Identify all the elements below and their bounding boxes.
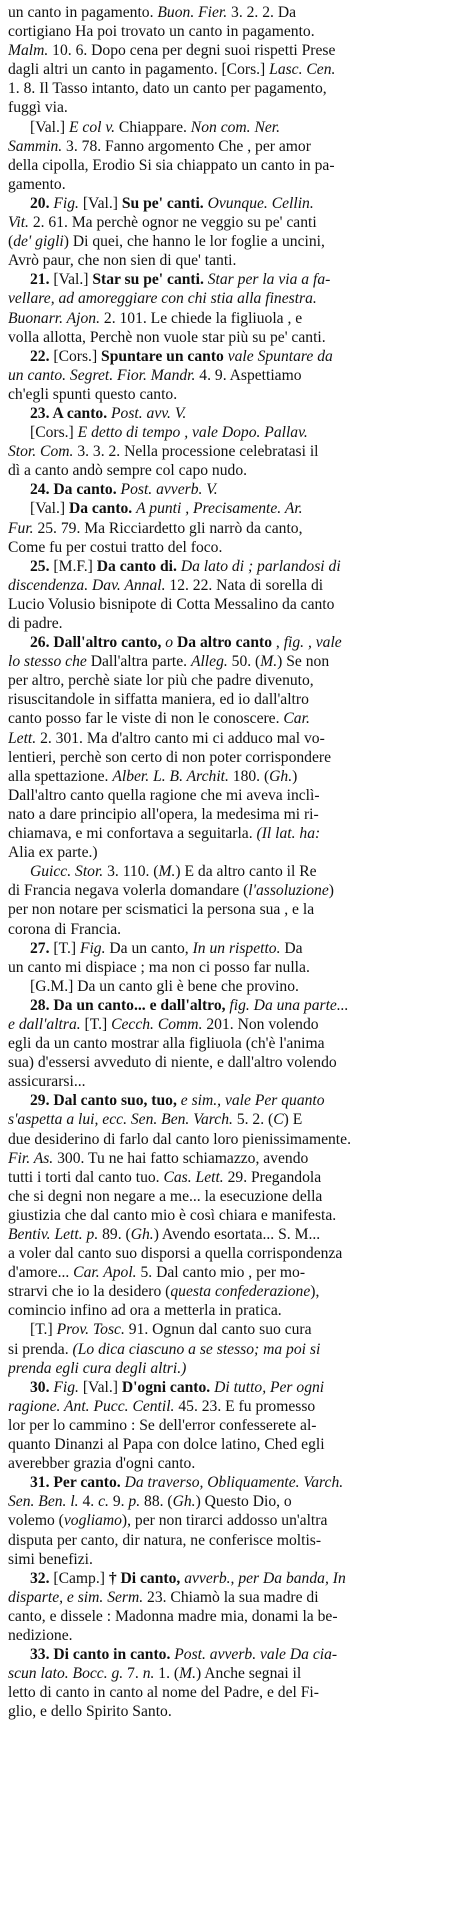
text-segment: canto, e dissele : Madonna madre mia, donami la be- (8, 1607, 338, 1625)
text-line (8, 843, 461, 862)
text-line (8, 22, 461, 41)
text-segment: 12. 22. Nata di sorella di (165, 576, 324, 594)
italic-text: (Lo dica ciascuno a se stesso; ma poi si (72, 1340, 321, 1358)
text-segment: 9. (108, 1493, 129, 1511)
italic-text: Cecch. Comm. (111, 1015, 203, 1033)
bold-text: 27. (30, 939, 54, 957)
bold-text: 33. Di canto in canto. (30, 1646, 171, 1664)
text-segment: Avrò paur, che non sien di que' tanti. (8, 252, 237, 270)
bold-text: 28. Da un canto... e dall'altro, (30, 996, 226, 1014)
italic-text: o (165, 634, 174, 652)
text-segment: disputa per canto, dir natura, ne conferisce moltis- (8, 1531, 322, 1549)
italic-text: A punti , Precisamente. Ar. (136, 500, 303, 518)
text-line (8, 595, 461, 614)
text-line (8, 156, 461, 175)
text-segment: ) Anche segnai il (195, 1665, 302, 1683)
italic-text: Sen. Ben. l. (8, 1493, 79, 1511)
text-segment: volla allotta, Perchè non vuole star più su pe' canti. (8, 328, 326, 346)
text-segment: 89. ( (98, 1226, 131, 1243)
italic-text: E detto di tempo , vale Dopo. Pallav. (77, 424, 308, 442)
italic-text: Prov. Tosc. (56, 1321, 125, 1339)
text-line (8, 60, 461, 79)
text-line (8, 671, 461, 690)
text-segment: canto posso far le viste di non le conoscere. (8, 710, 284, 728)
text-segment: [T.] (30, 1321, 57, 1339)
text-segment: ), (310, 1283, 320, 1301)
text-segment: si prenda. (8, 1340, 73, 1358)
text-line (8, 1397, 461, 1416)
bold-text: Da altro canto (177, 634, 272, 652)
text-segment: ) Se non (277, 653, 330, 671)
italic-text: Fur. (8, 519, 34, 537)
bold-text: Da canto. (68, 500, 133, 518)
italic-text: Lett. (8, 729, 37, 747)
text-segment: [Cors.] (53, 347, 102, 365)
text-segment: tutti i torti dal canto tuo. (8, 1168, 164, 1186)
text-line (8, 709, 461, 728)
text-segment: due desiderino di farlo dal canto loro pienissimamente. (8, 1130, 351, 1148)
text-segment: sua) d'essersi avveduto di niente, e dall'altro volendo (8, 1054, 337, 1072)
text-line (8, 328, 461, 347)
text-line (8, 1416, 461, 1435)
text-segment: Come fu per costui tratto del foco. (8, 538, 223, 556)
italic-text: questa confederazione (170, 1283, 311, 1301)
text-line (8, 442, 461, 461)
italic-text: l'assoluzione (248, 882, 329, 900)
italic-text: Gh. (172, 1493, 196, 1511)
text-segment: 7. (123, 1665, 143, 1683)
italic-text: Malm. (8, 42, 49, 60)
text-segment: glio, e dello Spirito Santo. (8, 1703, 172, 1721)
text-line (8, 1378, 461, 1397)
text-segment: 10. 6. Dopo cena per degni suoi rispetti Prese (48, 42, 336, 60)
italic-text: In un rispetto. (192, 939, 281, 957)
italic-text: vogliamo (63, 1512, 122, 1530)
text-line (8, 614, 461, 633)
text-segment: lor per lo cammino : Se dell'error confesserete al- (8, 1416, 317, 1434)
text-segment: nato a dare principio all'opera, la medesima mi ri- (8, 805, 319, 823)
text-segment: 91. Ognun dal canto suo cura (124, 1321, 312, 1339)
text-line (8, 824, 461, 843)
italic-text: M. (158, 863, 176, 881)
italic-text: Vit. (8, 214, 29, 232)
text-line (8, 1110, 461, 1129)
italic-text: discendenza. Dav. Annal. (8, 576, 166, 594)
text-segment: simi benefizi. (8, 1550, 93, 1568)
bold-text: 26. Dall'altro canto, (30, 634, 162, 652)
text-segment: Lucio Volusio bisnipote di Cotta Messalino da canto (8, 595, 335, 613)
text-segment: Dall'altro canto quella ragione che mi aveva inclì- (8, 786, 320, 804)
text-segment: nedizione. (8, 1626, 73, 1644)
italic-text: vale Spuntare da (227, 347, 333, 365)
text-segment: 180. ( (228, 767, 270, 785)
text-segment: 2. 101. Le chiede la figliuola , e (100, 309, 303, 327)
italic-text: Buonarr. Ajon. (8, 309, 100, 327)
text-line (8, 786, 461, 805)
italic-text: Da traverso, Obliquamente. Varch. (124, 1474, 344, 1492)
italic-text: e sim., vale Per quanto (180, 1092, 325, 1110)
text-line (8, 1244, 461, 1263)
text-line (8, 3, 461, 22)
text-segment: [Val.] (53, 271, 93, 289)
italic-text: C (273, 1111, 284, 1129)
bold-text: 31. Per canto. (30, 1474, 121, 1492)
text-line (8, 1053, 461, 1072)
text-line (8, 1550, 461, 1569)
italic-text: prenda egli cura degli altri.) (8, 1359, 187, 1377)
text-segment: chiamava, e mi confortava a seguitarla. (8, 825, 257, 843)
text-line (8, 1473, 461, 1492)
text-line (8, 1435, 461, 1454)
text-segment: un canto in pagamento. (8, 4, 158, 21)
text-line (8, 41, 461, 60)
text-segment: risuscitandole in siffatta maniera, ed io dall'altro (8, 691, 309, 709)
text-line (8, 1225, 461, 1244)
bold-text: Spuntare un canto (101, 347, 224, 365)
text-segment: , (272, 634, 284, 652)
text-segment: ( (8, 233, 14, 251)
italic-text: Fir. As. (8, 1149, 54, 1167)
text-line (8, 767, 461, 786)
text-segment: [T.] (80, 1015, 112, 1033)
text-segment: comincio infino ad ora a metterla in pratica. (8, 1302, 282, 1320)
text-segment: 201. Non volendo (202, 1015, 319, 1033)
italic-text: Car. Apol. (73, 1264, 137, 1282)
bold-text: 23. A canto. (30, 404, 108, 422)
text-segment: Alia ex parte.) (8, 844, 98, 862)
text-segment: dagli altri un canto in pagamento. [Cors.] (8, 61, 270, 79)
text-segment: 25. 79. Ma Ricciardetto gli narrò da canto, (33, 519, 303, 537)
text-segment: ) Questo Dio, o (195, 1493, 292, 1511)
text-line (8, 1702, 461, 1721)
text-segment: [Cors.] (30, 424, 78, 442)
italic-text: e dall'altra. (8, 1015, 81, 1033)
text-line (8, 805, 461, 824)
text-line (8, 480, 461, 499)
text-segment: 3. 3. 2. Nella processione celebratasi il (73, 443, 319, 461)
text-segment: [Val.] (78, 1378, 122, 1396)
text-line (8, 499, 461, 518)
text-segment: [Val.] (30, 118, 69, 136)
text-segment: 29. Pregandola (223, 1168, 322, 1186)
text-segment: Chiappare. (115, 118, 191, 136)
bold-text: 21. (30, 271, 54, 289)
text-segment: d'amore... (8, 1264, 74, 1282)
text-segment: volemo ( (8, 1512, 64, 1530)
text-segment: [M.F.] (53, 557, 97, 575)
italic-text: scun lato. Bocc. g. (8, 1665, 124, 1683)
text-line (8, 1645, 461, 1664)
text-line (8, 289, 461, 308)
bold-text: D'ogni canto. (121, 1378, 211, 1396)
text-segment: 300. Tu ne hai fatto schiamazzo, avendo (53, 1149, 309, 1167)
text-segment: 4. 9. Aspettiamo (195, 366, 302, 384)
text-line (8, 1492, 461, 1511)
text-line (8, 118, 461, 137)
text-segment: 3. 2. 2. Da (227, 4, 297, 21)
text-segment: cortigiano Ha poi trovato un canto in pagamento. (8, 23, 315, 41)
italic-text: Ovunque. Cellin. (207, 194, 314, 212)
text-line (8, 519, 461, 538)
bold-text: 29. Dal canto suo, tuo, (30, 1092, 177, 1110)
text-segment: ) Avendo esortata... S. M... (153, 1226, 321, 1243)
italic-text: p. (128, 1493, 141, 1511)
italic-text: Da lato di ; parlandosi di (180, 557, 341, 575)
text-line (8, 461, 461, 480)
text-segment: per non notare per scismatici la persona sua , e la (8, 901, 315, 919)
text-line (8, 1454, 461, 1473)
text-line (8, 652, 461, 671)
italic-text: fig. , vale (283, 634, 342, 652)
italic-text: Buon. Fier. (157, 4, 228, 21)
text-line (8, 557, 461, 576)
text-segment: [Val.] (30, 500, 69, 518)
italic-text: fig. Da una parte... (229, 996, 349, 1014)
italic-text: Non com. Ner. (190, 118, 281, 136)
text-segment: a voler dal canto suo disporsi a quella corrispondenza (8, 1245, 343, 1263)
italic-text: Fig. (79, 939, 106, 957)
text-line (8, 1569, 461, 1588)
text-segment: [Val.] (78, 194, 122, 212)
text-line (8, 1359, 461, 1378)
text-segment: letto di canto in canto al nome del Padre, e del Fi- (8, 1684, 319, 1702)
text-line (8, 862, 461, 881)
text-line (8, 1149, 461, 1168)
text-segment: gamento. (8, 175, 66, 193)
text-line (8, 175, 461, 194)
italic-text: avverb., per Da banda, In (184, 1569, 346, 1587)
bold-text: 30. (30, 1378, 54, 1396)
text-segment: ) (292, 767, 298, 785)
text-segment: 5. Dal canto mio , per mo- (136, 1264, 306, 1282)
italic-text: Stor. Com. (8, 443, 74, 461)
text-segment: un canto mi dispiace ; ma non ci posso far nulla. (8, 958, 310, 976)
text-line (8, 137, 461, 156)
text-segment: 1. 8. Il Tasso intanto, dato un canto per pagamento, (8, 80, 327, 98)
text-line (8, 385, 461, 404)
text-segment: 2. 301. Ma d'altro canto mi ci adduco mal vo- (36, 729, 325, 747)
text-line (8, 423, 461, 442)
bold-text: 25. (30, 557, 54, 575)
text-segment: 45. 23. E fu promesso (174, 1397, 316, 1415)
text-line (8, 1206, 461, 1225)
italic-text: de' gigli (13, 233, 64, 251)
italic-text: Gh. (269, 767, 293, 785)
text-segment: di padre. (8, 615, 63, 632)
text-segment: 5. 2. ( (232, 1111, 274, 1129)
text-line (8, 309, 461, 328)
italic-text: E col v. (68, 118, 116, 136)
text-line (8, 1340, 461, 1359)
italic-text: M. (260, 653, 278, 671)
bold-text: Star su pe' canti. (92, 271, 204, 289)
italic-text: Gh. (130, 1226, 154, 1243)
text-segment: ) E da altro canto il Re (175, 863, 317, 881)
text-line (8, 1607, 461, 1626)
text-segment: averebber grazia d'ogni canto. (8, 1455, 196, 1473)
text-segment: ) Di quei, che hanno le lor foglie a uncini, (63, 233, 325, 251)
italic-text: Alber. L. B. Archit. (112, 767, 229, 785)
text-line (8, 748, 461, 767)
text-line (8, 194, 461, 213)
italic-text: Lasc. Cen. (269, 61, 336, 79)
text-segment: Da un canto, (105, 939, 193, 957)
italic-text: (Il lat. ha: (256, 825, 321, 843)
text-line (8, 920, 461, 939)
text-line (8, 1511, 461, 1530)
text-line (8, 213, 461, 232)
text-line (8, 1531, 461, 1550)
text-line (8, 1320, 461, 1339)
text-segment: di Francia negava volerla domandare ( (8, 882, 249, 900)
italic-text: ragione. Ant. Pucc. Centil. (8, 1397, 175, 1415)
italic-text: Fig. (53, 194, 79, 212)
italic-text: s'aspetta a lui, ecc. Sen. Ben. Varch. (8, 1111, 233, 1129)
text-segment: 1. ( (154, 1665, 180, 1683)
text-line (8, 347, 461, 366)
text-line (8, 881, 461, 900)
text-segment: 2. 61. Ma perchè ognor ne veggio su pe' canti (28, 214, 317, 232)
text-line (8, 1626, 461, 1645)
text-line (8, 1130, 461, 1149)
italic-text: un canto. Segret. Fior. Mandr. (8, 366, 196, 384)
italic-text: vellare, ad amoreggiare con chi stia alla finestra. (8, 290, 317, 308)
italic-text: Star per la via a fa- (207, 271, 331, 289)
text-line (8, 366, 461, 385)
bold-text: 32. (30, 1569, 54, 1587)
text-line (8, 1664, 461, 1683)
text-line (8, 79, 461, 98)
bold-text: Su pe' canti. (121, 194, 204, 212)
italic-text: n. (142, 1665, 155, 1683)
text-line (8, 1301, 461, 1320)
bold-text: 22. (30, 347, 54, 365)
text-segment: 3. 78. Fanno argomento Che , per amor (62, 137, 311, 155)
text-line (8, 1263, 461, 1282)
text-line (8, 251, 461, 270)
italic-text: Di tutto, Per ogni (214, 1378, 325, 1396)
text-segment: che si degni non negare a me... la esecuzione della (8, 1187, 323, 1205)
text-line (8, 232, 461, 251)
text-segment: strarvi che io la desidero ( (8, 1283, 171, 1301)
text-line (8, 404, 461, 423)
text-line (8, 729, 461, 748)
italic-text: Car. (283, 710, 310, 728)
text-line (8, 98, 461, 117)
text-line (8, 1034, 461, 1053)
text-line (8, 958, 461, 977)
text-segment: ch'egli spunti questo canto. (8, 385, 178, 403)
text-segment: 50. ( (227, 653, 261, 671)
italic-text: Sammin. (8, 137, 63, 155)
text-line (8, 1015, 461, 1034)
bold-text: 20. (30, 194, 54, 212)
text-segment: della cipolla, Erodio Si sia chiappato un canto in pa- (8, 156, 335, 174)
text-segment: [G.M.] Da un canto gli è bene che provino. (30, 977, 299, 995)
italic-text: Guicc. Stor. (30, 863, 104, 881)
text-segment: 23. Chiamò la sua madre di (143, 1588, 319, 1606)
bold-text: Da canto di. (96, 557, 177, 575)
text-line (8, 538, 461, 557)
text-line (8, 1683, 461, 1702)
text-line (8, 1588, 461, 1607)
text-line (8, 900, 461, 919)
italic-text: Post. avverb. V. (120, 481, 218, 499)
text-segment: dì a canto andò sempre col capo nudo. (8, 462, 248, 480)
text-line (8, 996, 461, 1015)
text-segment: alla spettazione. (8, 767, 113, 785)
text-segment: Da (280, 939, 303, 957)
italic-text: Post. avv. V. (111, 404, 187, 422)
text-line (8, 1168, 461, 1187)
italic-text: Cas. Lett. (163, 1168, 224, 1186)
text-line (8, 1282, 461, 1301)
text-segment: egli da un canto mostrar alla figliuola (ch'è l'anima (8, 1035, 325, 1053)
italic-text: disparte, e sim. Serm. (8, 1588, 144, 1606)
text-segment: per altro, perchè siate lor più che padre divenuto, (8, 672, 314, 690)
italic-text: Fig. (53, 1378, 79, 1396)
italic-text: Bentiv. Lett. p. (8, 1226, 99, 1243)
text-segment: 3. 110. ( (103, 863, 159, 881)
text-segment: ), per non tirarci addosso un'altra (121, 1512, 328, 1530)
text-line (8, 270, 461, 289)
text-line (8, 1091, 461, 1110)
text-segment: [Camp.] (53, 1569, 109, 1587)
text-line (8, 633, 461, 652)
text-segment: lentieri, perchè son certo di non poter corrispondere (8, 748, 332, 766)
text-segment: 88. ( (140, 1493, 173, 1511)
bold-text: † Di canto, (108, 1569, 181, 1587)
text-segment: ) E (283, 1111, 303, 1129)
italic-text: Alleg. (190, 653, 228, 671)
italic-text: Post. avverb. vale Da cia- (174, 1646, 338, 1664)
text-segment: quanto Dinanzi al Papa con dolce latino, Ched egli (8, 1436, 325, 1454)
text-segment: 4. (78, 1493, 99, 1511)
text-line (8, 939, 461, 958)
italic-text: c. (98, 1493, 109, 1511)
text-segment: ) (328, 882, 334, 900)
text-segment: giustizia che dal canto mio è così chiara e manifesta. (8, 1206, 337, 1224)
text-line (8, 1072, 461, 1091)
italic-text: M. (179, 1665, 196, 1683)
text-line (8, 977, 461, 996)
text-segment: assicurarsi... (8, 1073, 86, 1091)
text-segment: Dall'altra parte. (86, 653, 191, 671)
text-segment: [T.] (53, 939, 80, 957)
text-segment: corona di Francia. (8, 920, 122, 938)
italic-text: lo stesso che (8, 653, 87, 671)
bold-text: 24. Da canto. (30, 481, 117, 499)
text-line (8, 1187, 461, 1206)
text-line (8, 576, 461, 595)
text-segment: fuggì via. (8, 99, 68, 117)
text-line (8, 690, 461, 709)
